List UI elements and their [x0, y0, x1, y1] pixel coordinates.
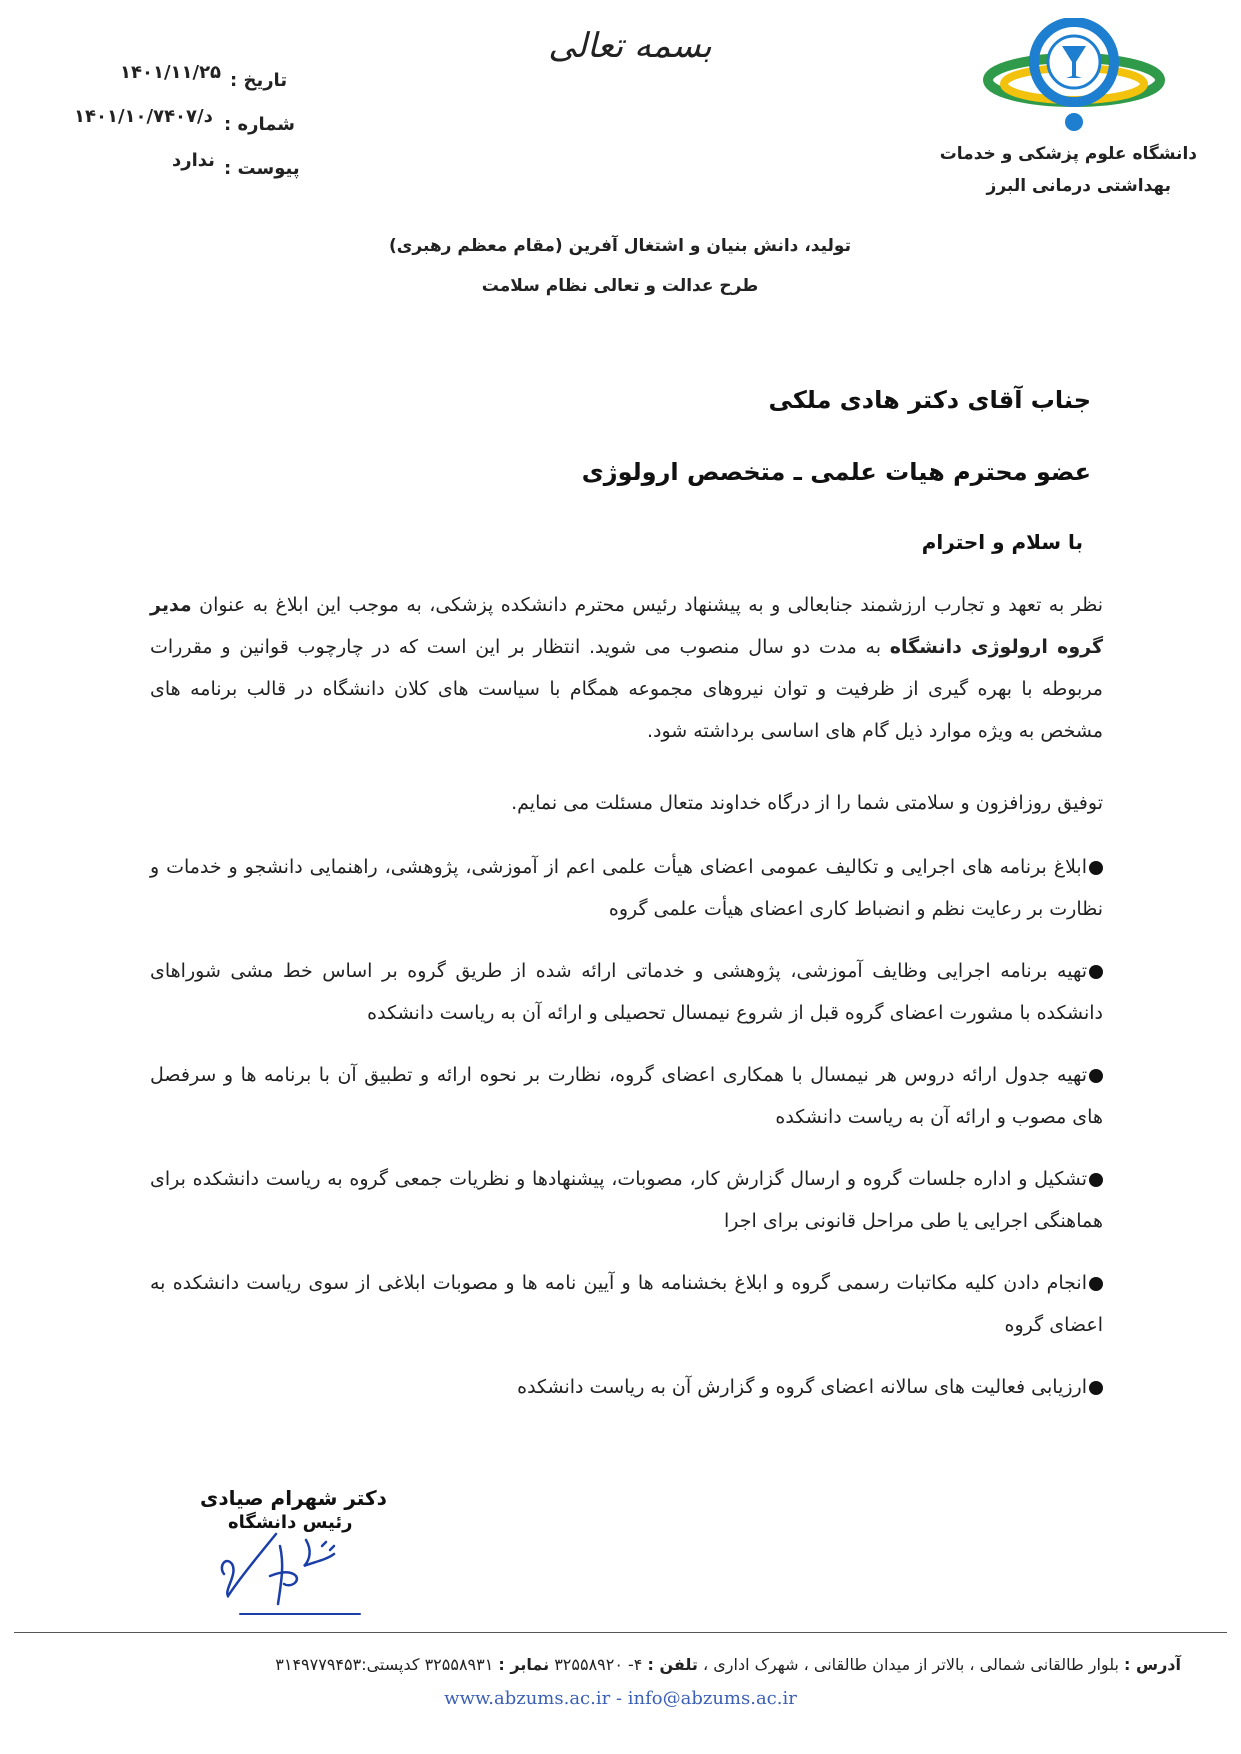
slogan-line2: طرح عدالت و تعالی نظام سلامت: [481, 276, 759, 296]
university-name-line2: بهداشتی درمانی البرز: [986, 176, 1171, 196]
bullet-icon: [1089, 1277, 1103, 1291]
university-logo: [982, 18, 1166, 146]
date-label: تاریخ :: [230, 70, 288, 91]
bullet-text: تهیه برنامه اجرایی وظایف آموزشی، پژوهشی و خدماتی ارائه شده از طریق گروه بر اساس خط مشی شوراهای دانشکده با مشورت اعضای گروه قبل از شروع نیمسال تحصیلی و ارائه آن به ریاست دانشکده: [150, 960, 1103, 1024]
bismillah-heading: بسمه تعالی: [548, 26, 712, 66]
slogan-line1: تولید، دانش بنیان و اشتغال آفرین (مقام معظم رهبری): [389, 236, 851, 256]
bullet-item: [150, 1054, 1103, 1138]
bullet-text: انجام دادن کلیه مکاتبات رسمی گروه و ابلاغ بخشنامه ها و آیین نامه ها و مصوبات ابلاغی از سوی ریاست دانشکده به اعضای گروه: [150, 1272, 1103, 1336]
handwritten-signature: [210, 1516, 390, 1616]
bullet-text: تهیه جدول ارائه دروس هر نیمسال با همکاری اعضای گروه، نظارت بر نحوه ارائه و تطبیق آن با برنامه ها و سرفصل های مصوب و ارائه آن به ریاست دانشکده: [150, 1064, 1103, 1128]
bullet-item: [150, 1262, 1103, 1346]
bullet-item: [150, 846, 1103, 930]
bullet-icon: [1089, 861, 1103, 875]
number-label: شماره :: [224, 114, 295, 135]
bullet-text: ابلاغ برنامه های اجرایی و تکالیف عمومی اعضای هیأت علمی اعم از آموزشی، پژوهشی، راهنمایی دانشجو و خدمات و نظارت بر رعایت نظم و انضباط کاری اعضای هیأت علمی گروه: [150, 856, 1103, 920]
phone-label: تلفن :: [647, 1655, 698, 1674]
signatory-name: دکتر شهرام صیادی: [200, 1486, 387, 1510]
intro-text-part1: نظر به تعهد و تجارب ارزشمند جنابعالی و به پیشنهاد رئیس محترم دانشکده پزشکی، به موجب این ابلاغ به عنوان: [199, 594, 1104, 616]
attachment-label: پیوست :: [224, 158, 300, 179]
fax-label: نمابر :: [498, 1655, 550, 1674]
intro-paragraph: [150, 584, 1103, 752]
bullet-icon: [1089, 1173, 1103, 1187]
bullet-item: [150, 1158, 1103, 1242]
signatory-title: رئیس دانشگاه: [228, 1512, 353, 1533]
bullet-item: [150, 1366, 1103, 1408]
footer-divider: [14, 1632, 1227, 1633]
intro-position: مدیر گروه ارولوژی دانشگاه: [150, 594, 1104, 658]
bullet-text: تشکیل و اداره جلسات گروه و ارسال گزارش کار، مصوبات، پیشنهادها و نظریات جمعی گروه به ریاست دانشکده برای هماهنگی اجرایی یا طی مراحل قانونی برای اجرا: [150, 1168, 1103, 1232]
footer-website-email[interactable]: www.abzums.ac.ir - info@abzums.ac.ir: [444, 1688, 797, 1709]
attachment-value: ندارد: [172, 150, 215, 171]
intro-text-part2: به مدت دو سال منصوب می شوید. انتظار بر این است که در چارچوب قوانین و مقررات مربوطه با بهره گیری از ظرفیت و توان نیروهای مجموعه همگام با سیاست های کلان دانشگاه در قالب برنامه های مشخص به ویژه موارد ذیل گام های اساسی برداشته شود.: [150, 636, 1103, 742]
address-label: آدرس :: [1124, 1655, 1181, 1674]
bullet-item: [150, 950, 1103, 1034]
bullet-text: ارزیابی فعالیت های سالانه اعضای گروه و گزارش آن به ریاست دانشکده: [517, 1376, 1087, 1398]
address-text: بلوار طالقانی شمالی ، بالاتر از میدان طالقانی ، شهرک اداری: [713, 1655, 1119, 1674]
greeting: با سلام و احترام: [921, 530, 1083, 554]
phone-number: ۴- ۳۲۵۵۸۹۲۰: [554, 1655, 643, 1674]
recipient-name: جناب آقای دکتر هادی ملکی: [768, 386, 1091, 414]
postal-code: کدپستی:۳۱۴۹۷۷۹۴۵۳: [275, 1655, 420, 1674]
recipient-title: عضو محترم هیات علمی ـ متخصص ارولوژی: [581, 458, 1091, 486]
bullet-icon: [1089, 965, 1103, 979]
bullet-icon: [1089, 1069, 1103, 1083]
number-value: ۱۴۰۱/د/۱۰/۷۴۰۷: [74, 106, 213, 127]
bullet-icon: [1089, 1381, 1103, 1395]
date-value: ۱۴۰۱/۱۱/۲۵: [120, 62, 222, 83]
logo-dot-icon: [1065, 113, 1083, 131]
university-name-line1: دانشگاه علوم پزشکی و خدمات: [939, 144, 1197, 164]
fax-number: ۳۲۵۵۸۹۳۱: [424, 1655, 494, 1674]
wish-paragraph: توفیق روزافزون و سلامتی شما را از درگاه خداوند متعال مسئلت می نمایم.: [511, 792, 1103, 814]
footer-address: آدرس : بلوار طالقانی شمالی ، بالاتر از میدان طالقانی ، شهرک اداری ، تلفن : ۴- ۳۲۵۵۸۹۲۰ نمابر : ۳۲۵۵۸۹۳۱ کدپستی:۳۱۴۹۷۷۹۴۵۳: [275, 1655, 1181, 1674]
